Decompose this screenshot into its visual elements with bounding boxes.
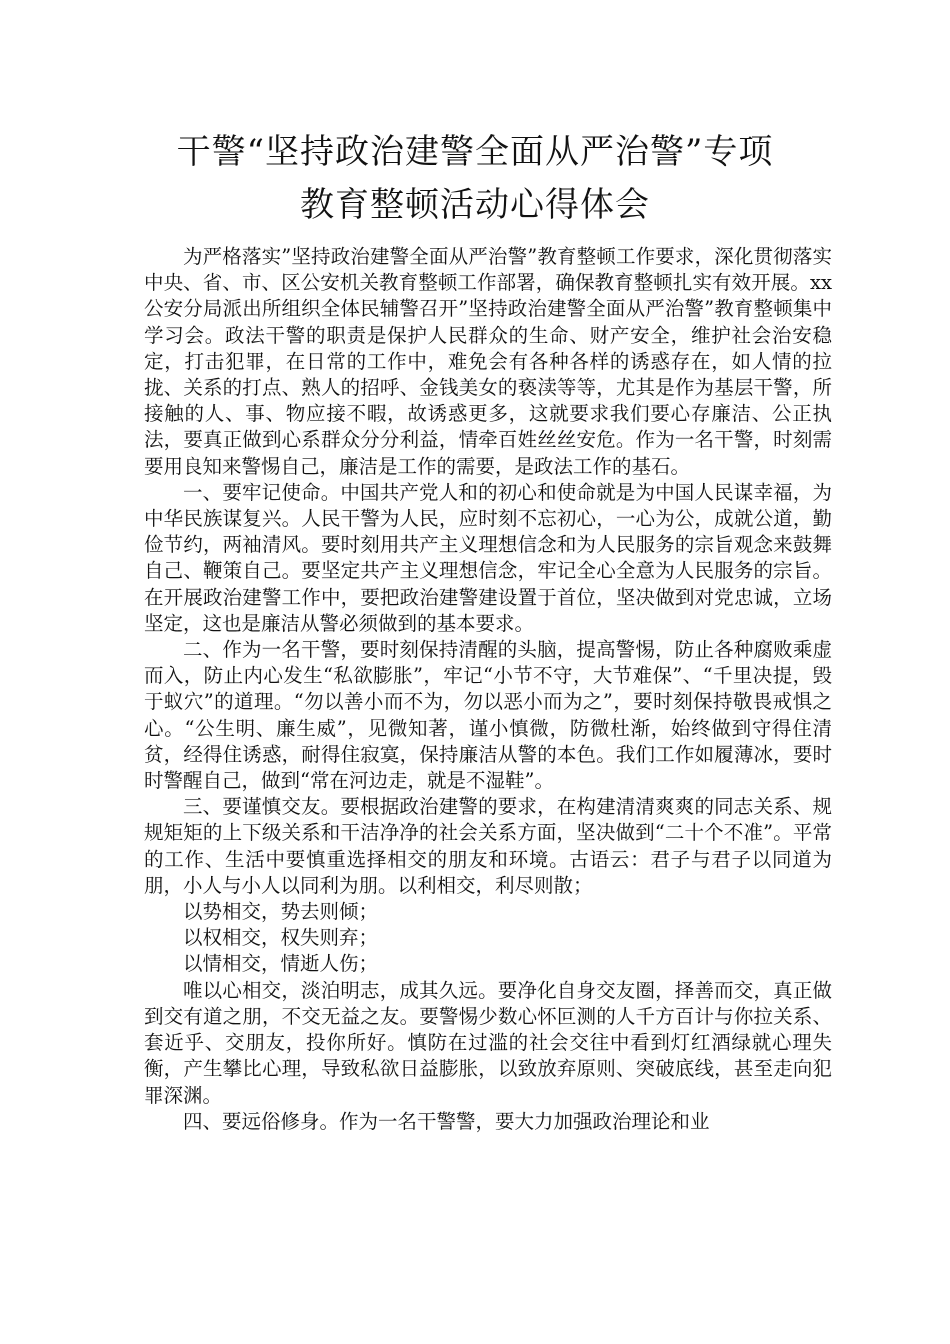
document-title-line-2: 教育整顿活动心得体会	[300, 185, 650, 225]
document-title-line-1: 干警“坚持政治建警全面从严治警”专项	[176, 132, 774, 172]
paragraph-section-4: 四、要远俗修身。作为一名干警警，要大力加强政治理论和业	[183, 1109, 710, 1133]
paragraph-saying-heart: 唯以心相交，淡泊明志，成其久远。要净化自身交友圈，择善而交，真正做到交有道之朋，不交无益之友。要警惕少数心怀叵测的人千方百计与你拉关系、套近乎、交朋友，投你所好。慎防在过滥的社会交往中看到灯红酒绿就心理失衡，产生攀比心理，导致私欲日益膨胀，以致放弃原则、突破底线，甚至走向犯罪深渊。	[144, 978, 832, 1107]
paragraph-intro: 为严格落实”坚持政治建警全面从严治警”教育整顿工作要求，深化贯彻落实中央、省、市、区公安机关教育整顿工作部署，确保教育整顿扎实有效开展。xx公安分局派出所组织全体民辅警召开”坚持政治建警全面从严治警”教育整顿集中学习会。政法干警的职责是保护人民群众的生命、财产安全，维护社会治安稳定，打击犯罪，在日常的工作中，难免会有各种各样的诱惑存在，如人情的拉拢、关系的打点、熟人的招呼、金钱美女的亵渎等等，尤其是作为基层干警，所接触的人、事、物应接不暇，故诱惑更多，这就要求我们要心存廉洁、公正执法，要真正做到心系群众分分利益，情牵百姓丝丝安危。作为一名干警，时刻需要用良知来警惕自己，廉洁是工作的需要，是政法工作的基石。	[144, 245, 832, 478]
paragraph-section-2: 二、作为一名干警，要时刻保持清醒的头脑，提高警惕，防止各种腐败乘虚而入，防止内心发生“私欲膨胀”，牢记“小节不守，大节难保”、“千里决提，毁于蚁穴”的道理。“勿以善小而不为，勿以恶小而为之”，要时刻保持敬畏戒惧之心。“公生明、廉生威”，见微知著，谨小慎微，防微杜渐，始终做到守得住清贫，经得住诱惑，耐得住寂寞，保持廉洁从警的本色。我们工作如履薄冰，要时时警醒自己，做到“常在河边走，就是不湿鞋”。	[144, 638, 832, 793]
document-body	[144, 244, 832, 1135]
paragraph-section-1: 一、要牢记使命。中国共产党人和的初心和使命就是为中国人民谋幸福，为中华民族谋复兴。人民干警为人民，应时刻不忘初心，一心为公，成就公道，勤俭节约，两袖清风。要时刻用共产主义理想信念和为人民服务的宗旨观念来鼓舞自己、鞭策自己。要坚定共产主义理想信念，牢记全心全意为人民服务的宗旨。在开展政治建警工作中，要把政治建警建设置于首位，坚决做到对党忠诚，立场坚定，这也是廉洁从警必须做到的基本要求。	[144, 480, 832, 635]
paragraph-section-3: 三、要谨慎交友。要根据政治建警的要求，在构建清清爽爽的同志关系、规规矩矩的上下级关系和干洁净净的社会关系方面，坚决做到“二十个不准”。平常的工作、生活中要慎重选择相交的朋友和环境。古语云：君子与君子以同道为朋，小人与小人以同利为朋。以利相交，利尽则散；	[144, 795, 832, 897]
paragraph-saying-power: 以势相交，势去则倾；	[183, 900, 379, 924]
paragraph-saying-authority: 以权相交，权失则弃；	[183, 926, 379, 950]
paragraph-saying-emotion: 以情相交，情逝人伤；	[183, 952, 379, 976]
